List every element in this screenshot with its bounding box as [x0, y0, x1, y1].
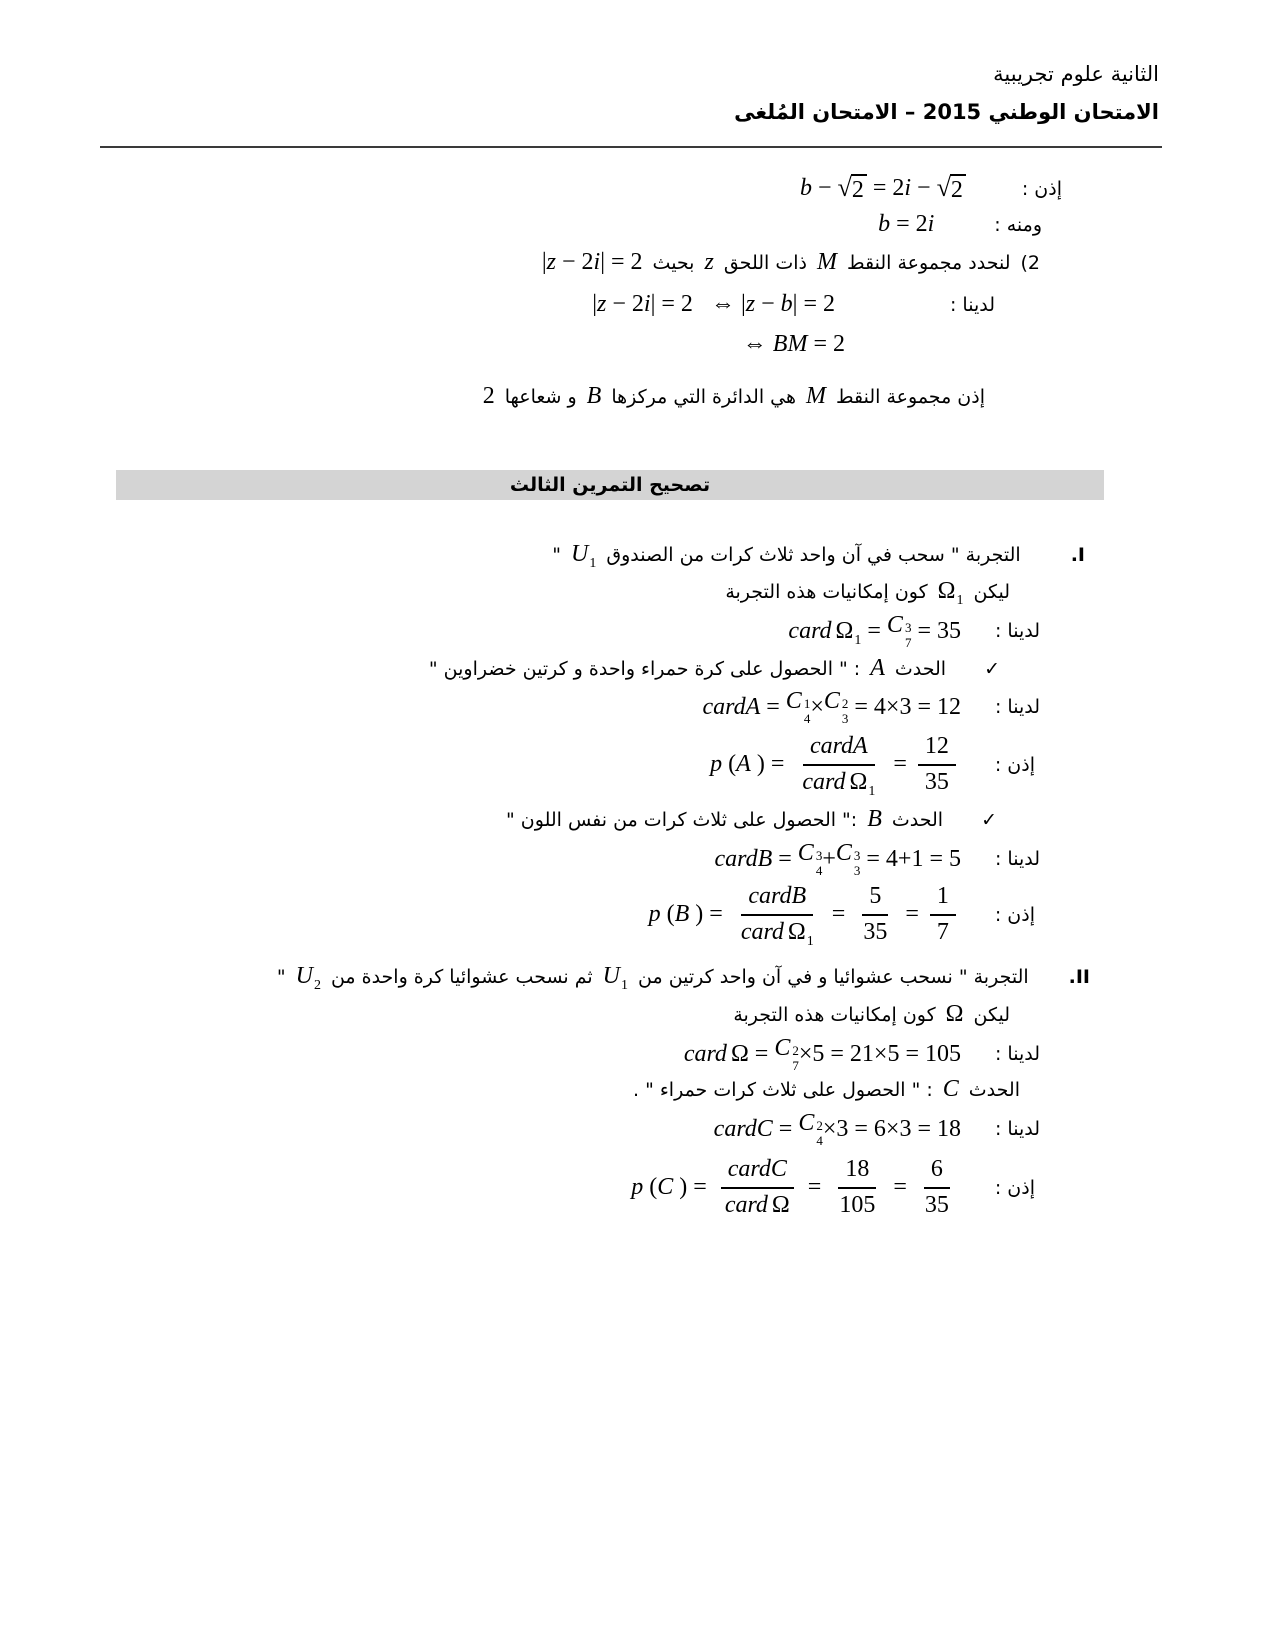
fraction-numerator [930, 882, 956, 916]
spacer [971, 1188, 985, 1189]
part1-omega-definition [725, 575, 1010, 609]
math-text: = 4+1 = 5 [860, 845, 961, 872]
math-variable: C [886, 612, 903, 638]
subscript: 1 [868, 784, 876, 799]
math-variable: Ω [849, 769, 868, 795]
math-variable: z [546, 249, 556, 276]
math-text: Ω [730, 1040, 749, 1067]
math-text: = [825, 901, 852, 928]
arabic-text: إذن : [994, 903, 1035, 926]
arabic-text: إذن : [1021, 177, 1062, 200]
radicand: 2 [851, 174, 867, 205]
math-variable: B [674, 901, 690, 928]
spacer [956, 669, 974, 670]
math-text: ) = [689, 901, 729, 928]
subscripted-symbol [602, 963, 629, 994]
math-spacer [693, 305, 711, 306]
math-variable: Ω [937, 578, 956, 605]
math-text: ( [660, 901, 675, 928]
superscript: 2 [792, 1043, 799, 1058]
superscript: 3 [815, 848, 823, 863]
fraction [718, 1155, 797, 1220]
math-text: = 2 [890, 211, 928, 238]
fraction [734, 882, 821, 947]
superscript: 3 [853, 848, 861, 863]
arabic-text: الحدث [894, 657, 947, 680]
part2-probability-c-equation [631, 1151, 1035, 1225]
math-text: ) = [673, 1174, 713, 1201]
math-variable: card [724, 1192, 768, 1218]
math-text: | [541, 249, 547, 276]
fraction-denominator [795, 766, 882, 798]
math-expression [592, 291, 835, 319]
radical-sign: √ [936, 172, 951, 202]
arabic-text: إذن مجموعة النقط [836, 385, 985, 408]
math-variable: p [710, 751, 723, 778]
part1-card-omega-equation [788, 612, 1040, 651]
math-text: = 35 [911, 617, 961, 644]
equation-modulus-equivalence [592, 288, 995, 322]
math-text: 35 [863, 919, 888, 945]
spacer [971, 765, 985, 766]
fraction-denominator [718, 1189, 797, 1221]
arabic-text: الحدث [968, 1078, 1020, 1101]
math-text: Ω [771, 1192, 790, 1218]
arabic-text: ثم نسحب عشوائيا كرة واحدة من [330, 965, 593, 988]
combination-symbol [774, 1035, 799, 1074]
spacer [971, 1054, 985, 1055]
superscript: 2 [841, 696, 849, 711]
arabic-text: : " الحصول على كرة حمراء واحدة و كرتين خضراوين " [428, 657, 861, 680]
math-text: ⇔ [710, 291, 735, 318]
fraction-numerator [924, 1155, 950, 1189]
math-text: ) = [750, 751, 791, 778]
math-variable: C [823, 688, 840, 714]
subscript: 1 [589, 556, 597, 572]
fraction [795, 732, 882, 797]
math-expression [587, 383, 602, 411]
math-expression [295, 963, 321, 994]
combination-symbol [798, 1110, 823, 1149]
fraction [856, 882, 894, 947]
spacer [1031, 555, 1061, 556]
math-text: ⇔ [742, 331, 773, 358]
math-variable: cardC [713, 1115, 773, 1142]
math-variable: U [295, 963, 313, 990]
part1-card-a-equation [702, 688, 1040, 727]
math-variable: Ω [835, 617, 854, 644]
header-exam-title: الامتحان الوطني 2015 – الامتحان المُلغى [734, 100, 1159, 124]
arabic-text: ✓ [984, 657, 1000, 680]
math-expression [878, 211, 934, 239]
math-variable: cardB [714, 845, 773, 872]
part2-event-c-definition [633, 1073, 1020, 1107]
math-variable: BM [772, 331, 808, 358]
subscripted-symbol [849, 769, 875, 797]
fraction-numerator [918, 732, 956, 766]
subscripted-symbol [788, 919, 814, 947]
arabic-text: II. [1068, 965, 1090, 988]
spacer [971, 631, 985, 632]
math-text: = 4×3 = 12 [848, 693, 961, 720]
fraction-numerator [862, 882, 888, 916]
equation-b-minus-sqrt2 [800, 172, 1062, 206]
math-text: 7 [936, 919, 949, 945]
combination-symbol [836, 840, 861, 879]
subscripted-symbol [836, 618, 862, 646]
arabic-text: لدينا : [994, 1043, 1040, 1066]
subscript-stacked: 3 [853, 862, 861, 878]
math-text: | [740, 291, 746, 318]
part1-event-a-definition [429, 652, 1000, 686]
superscript: 3 [904, 620, 912, 635]
arabic-text: لدينا : [994, 696, 1040, 719]
subscripted-symbol [571, 541, 597, 572]
math-expression [937, 578, 964, 609]
arabic-text: " [276, 965, 286, 988]
part1-card-b-equation [714, 840, 1040, 879]
math-text: = [801, 1174, 828, 1201]
math-expression [743, 331, 845, 359]
square-root [937, 174, 966, 205]
math-variable: M [816, 249, 837, 276]
math-variable: cardB [748, 883, 807, 910]
square-root [838, 174, 867, 205]
radicand: 2 [950, 174, 966, 205]
math-variable: card [683, 1040, 727, 1067]
math-variable: C [797, 840, 814, 866]
radical-sign: √ [837, 172, 852, 202]
math-variable: z [597, 291, 607, 318]
math-variable: card [740, 919, 784, 945]
part1-probability-b-equation [649, 878, 1035, 952]
part2-experiment-statement [277, 960, 1090, 994]
combination-symbol [824, 688, 849, 727]
superscript: 2 [816, 1118, 823, 1133]
fraction [918, 732, 956, 797]
arabic-text: :" الحصول على ثلاث كرات من نفس اللون " [506, 808, 858, 831]
math-variable: M [806, 383, 826, 410]
combination-symbol [786, 688, 811, 727]
math-expression [571, 541, 597, 572]
math-text: 12 [924, 733, 949, 760]
math-variable: Ω [787, 919, 806, 945]
math-text: 105 [839, 1192, 876, 1218]
section-title: تصحيح التمرين الثالث [509, 474, 711, 496]
math-variable: C [798, 1110, 815, 1136]
fraction-numerator [741, 882, 813, 916]
spacer [971, 859, 985, 860]
fraction-numerator [803, 732, 875, 766]
math-text: + [822, 845, 836, 872]
math-text: | = 2 [650, 291, 693, 318]
arabic-text: التجربة " سحب في آن واحد ثلاث كرات من الصندوق [606, 543, 1021, 566]
fraction-denominator [918, 1189, 956, 1221]
math-text: = [899, 901, 925, 928]
spacer [1039, 977, 1059, 978]
math-expression [602, 963, 629, 994]
math-variable: A [870, 655, 885, 682]
subscript: 1 [956, 593, 964, 609]
math-text: ( [722, 751, 737, 778]
subscripted-symbol [937, 578, 964, 609]
math-expression [649, 882, 961, 947]
spacer [944, 225, 984, 226]
math-expression [788, 612, 961, 651]
question-2-statement [542, 246, 1040, 280]
math-variable: b [780, 291, 793, 318]
spacer [971, 915, 985, 916]
math-text: = [772, 1115, 799, 1142]
math-variable: U [602, 963, 621, 990]
math-text: − 2 [606, 291, 644, 318]
math-text: = [887, 751, 913, 778]
header-divider-line [100, 146, 1162, 148]
math-text: × [810, 693, 824, 720]
fraction [930, 882, 956, 947]
math-expression [483, 383, 495, 411]
arabic-text: كون إمكانيات هذه التجربة [733, 1003, 936, 1026]
math-expression [800, 174, 966, 205]
math-expression [870, 655, 885, 683]
subscript-stacked: 7 [904, 634, 912, 650]
combination-symbol [798, 840, 823, 879]
subscript: 2 [313, 978, 321, 994]
math-expression [867, 806, 882, 834]
subscript: 1 [854, 632, 862, 648]
math-expression [817, 249, 837, 277]
math-text: − 2 [555, 249, 594, 276]
math-text: 18 [845, 1156, 870, 1183]
subscripted-symbol [295, 963, 321, 994]
arabic-text: إذن : [994, 753, 1035, 776]
fraction-denominator [930, 916, 956, 948]
part2-omega-definition [733, 998, 1010, 1032]
math-text: = [760, 693, 786, 720]
math-text: ( [643, 1174, 658, 1201]
math-expression [714, 840, 961, 879]
math-text: − [911, 175, 937, 202]
math-text: 35 [924, 769, 949, 795]
math-variable: cardC [727, 1156, 787, 1183]
math-variable: C [657, 1174, 674, 1201]
spacer [845, 305, 940, 306]
math-variable: A [736, 751, 751, 778]
arabic-text: لدينا : [994, 848, 1040, 871]
equation-bm-equals-2 [743, 328, 845, 362]
math-expression [806, 383, 826, 411]
math-text: 35 [924, 1192, 949, 1218]
math-text: 1 [936, 883, 949, 910]
math-text: = 2 [866, 175, 905, 202]
math-text: = [772, 845, 798, 872]
arabic-text: ليكن [973, 1003, 1010, 1026]
arabic-text: ✓ [981, 808, 997, 831]
subscript-stacked: 4 [815, 862, 823, 878]
fraction-denominator [734, 916, 821, 948]
arabic-text: ذات اللحق [723, 251, 807, 274]
arabic-text: ليكن [973, 580, 1010, 603]
math-text: − [811, 175, 838, 202]
math-variable: i [593, 249, 601, 276]
arabic-text: : " الحصول على ثلاث كرات حمراء " . [633, 1078, 933, 1101]
arabic-text: لنحدد مجموعة النقط [846, 251, 1011, 274]
arabic-text: لدينا : [994, 620, 1040, 643]
math-text: 6 [930, 1156, 943, 1183]
subscript-stacked: 4 [816, 1132, 823, 1148]
math-expression [684, 1035, 961, 1074]
math-text: = 2 [807, 331, 845, 358]
arabic-text: هي الدائرة التي مركزها [611, 385, 796, 408]
part2-card-c-equation [714, 1110, 1040, 1149]
math-text: ×5 = 21×5 = 105 [798, 1040, 961, 1067]
math-variable: C [774, 1035, 791, 1061]
math-expression [710, 732, 961, 797]
subscript-stacked: 3 [841, 710, 849, 726]
math-text: 5 [869, 883, 882, 910]
arabic-text: بحيث [652, 251, 695, 274]
math-text: | = 2 [792, 291, 835, 318]
math-variable: cardA [702, 693, 761, 720]
math-text: − [755, 291, 781, 318]
subscript-stacked: 4 [803, 710, 811, 726]
math-text: ×3 = 6×3 = 18 [822, 1115, 961, 1142]
arabic-text: " [552, 543, 562, 566]
math-variable: p [648, 901, 661, 928]
arabic-text: كون إمكانيات هذه التجربة [725, 580, 928, 603]
fraction-denominator [856, 916, 894, 948]
spacer [953, 820, 971, 821]
math-variable: i [643, 291, 651, 318]
fraction-numerator [721, 1155, 794, 1189]
math-variable: C [942, 1076, 959, 1103]
math-variable: cardA [809, 733, 868, 760]
math-variable: z [745, 291, 756, 318]
arabic-text: ومنه : [994, 213, 1042, 236]
math-variable: B [586, 383, 602, 410]
fraction-numerator [838, 1155, 876, 1189]
arabic-text: لدينا : [949, 293, 995, 316]
arabic-text: و شعاعها [504, 385, 577, 408]
math-text: = [861, 617, 887, 644]
math-variable: U [571, 541, 589, 568]
arabic-text: الحدث [891, 808, 944, 831]
math-text: Ω [945, 1001, 964, 1028]
arabic-text: 2) [1020, 251, 1040, 274]
arabic-text: التجربة " نسحب عشوائيا و في آن واحد كرتين من [638, 965, 1029, 988]
math-variable: z [704, 249, 714, 276]
part1-experiment-statement [552, 538, 1085, 572]
fraction-denominator [832, 1189, 882, 1221]
arabic-text: I. [1070, 543, 1085, 566]
math-variable: b [878, 211, 891, 238]
math-expression [943, 1076, 959, 1104]
equation-b-equals-2i [878, 208, 1042, 242]
part2-card-omega-equation [684, 1035, 1040, 1074]
combination-symbol [887, 612, 912, 651]
math-variable: C [835, 840, 852, 866]
subscript: 1 [621, 978, 629, 994]
section-header-bar [116, 470, 1104, 500]
math-variable: p [631, 1174, 644, 1201]
conclusion-circle-statement [483, 380, 985, 414]
math-variable: card [788, 617, 832, 644]
math-expression [542, 249, 643, 277]
math-text: = [748, 1040, 775, 1067]
arabic-text: لدينا : [994, 1118, 1040, 1141]
subscript-stacked: 7 [792, 1057, 799, 1073]
fraction [918, 1155, 956, 1220]
part1-event-b-definition [506, 803, 997, 837]
math-expression [631, 1155, 961, 1220]
math-expression [946, 1001, 964, 1029]
math-variable: card [802, 769, 846, 795]
superscript: 1 [803, 696, 811, 711]
spacer [971, 1129, 985, 1130]
math-variable: C [785, 688, 802, 714]
header-grade-level: الثانية علوم تجريبية [993, 62, 1159, 86]
spacer [971, 707, 985, 708]
subscript: 1 [806, 934, 814, 949]
fraction [832, 1155, 882, 1220]
math-variable: i [904, 175, 912, 202]
math-variable: b [799, 175, 812, 202]
math-text: | = 2 [600, 249, 643, 276]
math-expression [704, 249, 713, 277]
math-variable: B [867, 806, 882, 833]
math-text: | [592, 291, 598, 318]
math-text: = [887, 1174, 913, 1201]
math-text: 2 [482, 383, 495, 410]
arabic-text: إذن : [994, 1176, 1035, 1199]
math-variable: i [927, 211, 935, 238]
part1-probability-a-equation [710, 728, 1035, 802]
spacer [976, 189, 1012, 190]
fraction-denominator [918, 766, 956, 798]
math-expression [702, 688, 961, 727]
math-expression [714, 1110, 961, 1149]
